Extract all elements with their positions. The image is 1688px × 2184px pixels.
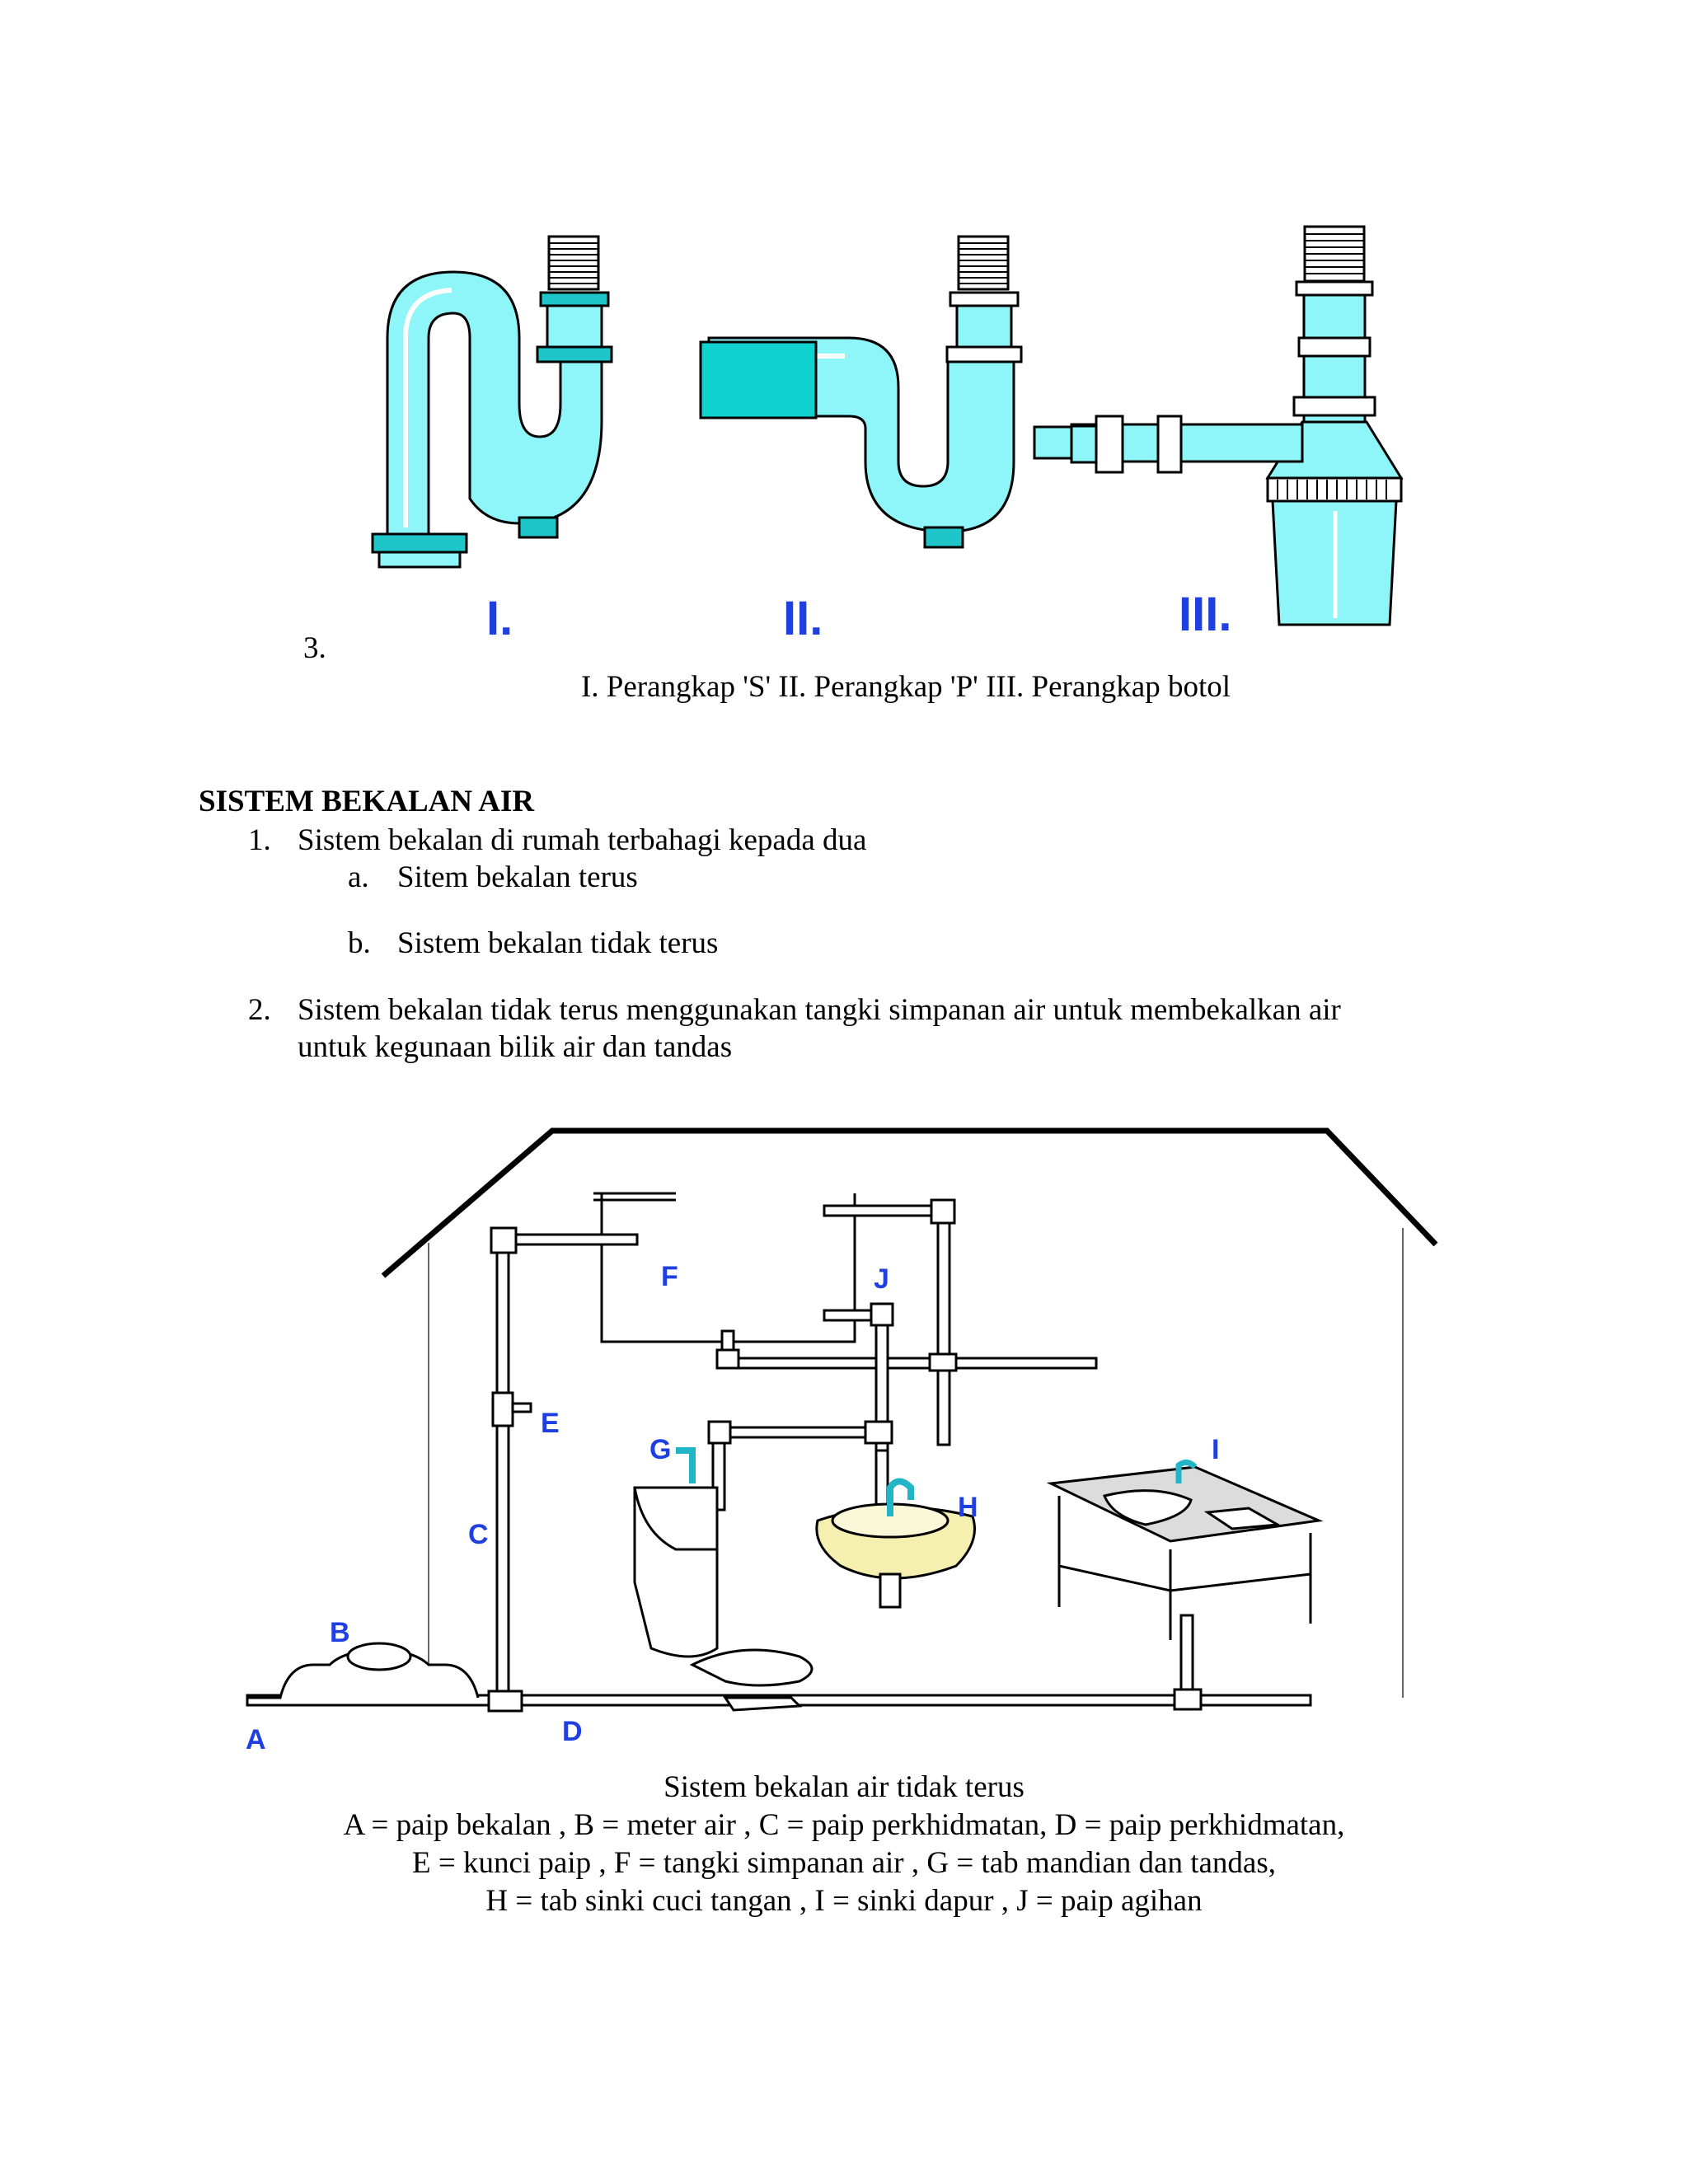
label-e: E (541, 1408, 560, 1439)
diagram-caption-line-3: H = tab sinki cuci tangan , I = sinki dapur , J = paip agihan (485, 1884, 1203, 1918)
traps-caption: I. Perangkap 'S' II. Perangkap 'P' III. Perangkap botol (580, 670, 1231, 704)
sub-item-a-letter: a. (348, 860, 369, 894)
label-i: I (1212, 1434, 1220, 1465)
storage-tank (593, 1193, 857, 1342)
sub-item-b-text: Sistem bekalan tidak terus (397, 926, 719, 960)
label-b: B (330, 1617, 350, 1648)
label-roman-2: II. (783, 592, 823, 645)
section-heading: SISTEM BEKALAN AIR (199, 785, 535, 818)
label-roman-3: III. (1179, 588, 1232, 641)
kitchen-sink (1051, 1462, 1319, 1640)
list-item-2-text-line1: Sistem bekalan tidak terus menggunakan tangki simpanan air untuk membekalkan air (298, 993, 1341, 1027)
list-item-1-number: 1. (248, 823, 271, 857)
label-d: D (562, 1716, 583, 1747)
list-item-2-number: 2. (248, 993, 271, 1027)
label-j: J (874, 1263, 889, 1295)
bottle-trap (1034, 227, 1401, 625)
water-supply-diagram (231, 1121, 1451, 1764)
label-c: C (468, 1519, 489, 1550)
item-number-3: 3. (303, 631, 326, 665)
water-meter (247, 1643, 478, 1698)
list-item-1-text: Sistem bekalan di rumah terbahagi kepada dua (298, 823, 867, 857)
label-roman-1: I. (486, 592, 513, 645)
hand-basin (817, 1482, 975, 1608)
list-item-2-text-line2: untuk kegunaan bilik air dan tandas (298, 1030, 733, 1064)
diagram-caption-line-1: A = paip bekalan , B = meter air , C = paip perkhidmatan, D = paip perkhidmatan, (343, 1808, 1345, 1842)
sub-item-a-text: Sitem bekalan terus (397, 860, 638, 894)
p-trap (701, 237, 1021, 547)
s-trap (373, 237, 612, 567)
label-f: F (661, 1261, 678, 1292)
label-a: A (246, 1724, 266, 1755)
diagram-caption-title: Sistem bekalan air tidak terus (663, 1770, 1025, 1804)
traps-figure (354, 214, 1442, 659)
sub-item-b-letter: b. (348, 926, 371, 960)
diagram-caption-line-2: E = kunci paip , F = tangki simpanan air , G = tab mandian dan tandas, (411, 1846, 1276, 1880)
label-h: H (958, 1492, 978, 1523)
label-g: G (649, 1434, 672, 1465)
